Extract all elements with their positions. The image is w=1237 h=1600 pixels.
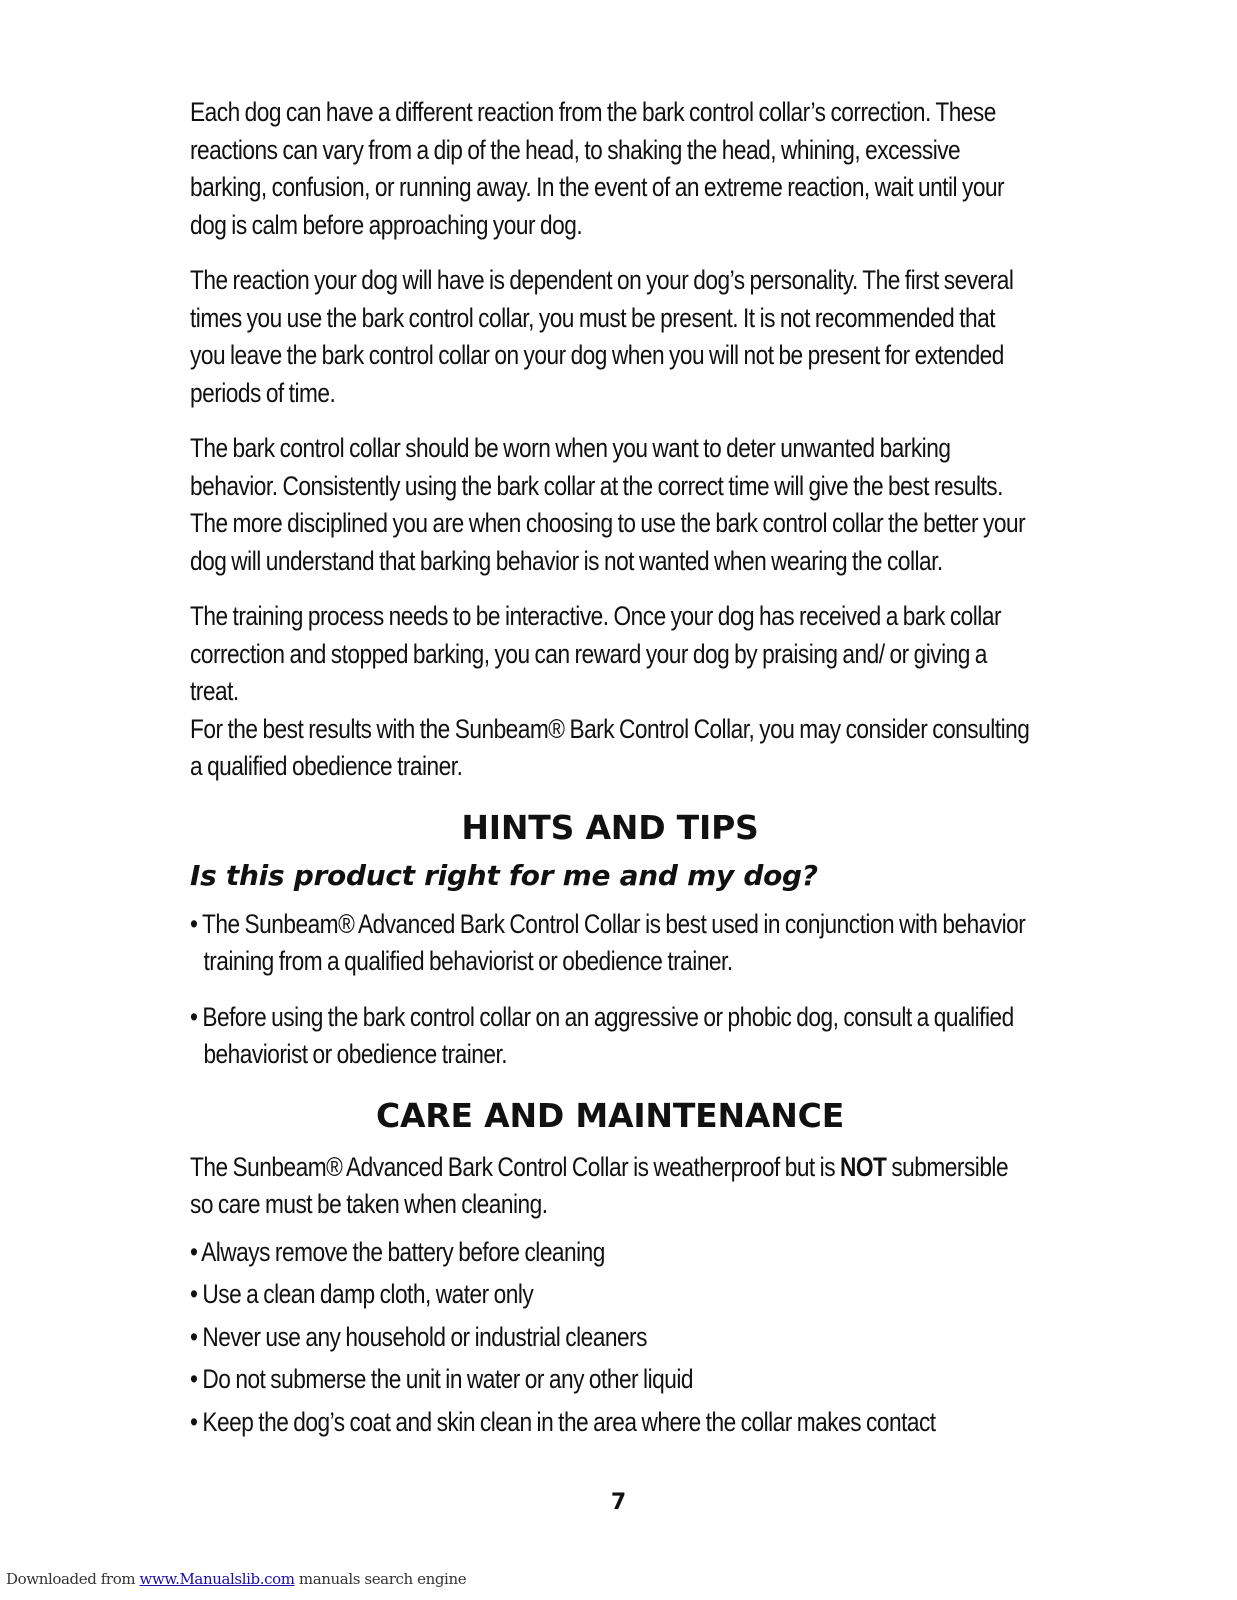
care-list-item: • Keep the dog’s coat and skin clean in the area where the collar makes contact <box>190 1406 936 1437</box>
paragraph-interactive-training: The training process needs to be interactive. Once your dog has received a bark collar correction and stopped barking, you can reward your dog by praising and/ or giving a treat. <box>190 601 1001 706</box>
paragraph-dog-personality: The reaction your dog will have is dependent on your dog’s personality. The first several times you use the bark control collar, you must be present. It is not recommended that you leave the bark control collar on your dog when you will not be present for extended periods of time. <box>190 265 1014 408</box>
paragraph-when-to-wear: The bark control collar should be worn when you want to deter unwanted barking behavior. Consistently using the bark collar at the correct time will give the best results. The more disciplined you are when choosing to use the bark control collar the better your dog will understand that barking behavior is not wanted when wearing the collar. <box>190 433 1026 576</box>
care-list-item: • Do not submerse the unit in water or any other liquid <box>190 1364 693 1394</box>
paragraph-obedience-trainer: For the best results with the Sunbeam® Bark Control Collar, you may consider consulting a qualified obedience trainer. <box>190 713 1030 781</box>
footer-suffix: manuals search engine <box>294 1570 467 1588</box>
care-heading: CARE AND MAINTENANCE <box>375 1095 845 1135</box>
care-list <box>190 1234 1030 1442</box>
care-intro-text: The Sunbeam® Advanced Bark Control Collar is weatherproof but is <box>190 1151 841 1182</box>
manualslib-link[interactable]: www.Manualslib.com <box>139 1570 295 1588</box>
hints-question: Is this product right for me and my dog? <box>190 858 818 892</box>
hints-heading: HINTS AND TIPS <box>461 807 759 847</box>
paragraph-dog-reactions: Each dog can have a different reaction from the bark control collar’s correction. These reactions can vary from a dip of the head, to shaking the head, whining, excessive barking, confusion, or running away. In the event of an extreme reaction, wait until your dog is calm before approaching your dog. <box>190 97 1005 240</box>
hints-list-item: • Before using the bark control collar on an aggressive or phobic dog, consult a qualified behaviorist or obedience trainer. <box>190 1001 1014 1069</box>
footer-prefix: Downloaded from <box>6 1570 140 1588</box>
download-footer <box>6 1570 466 1588</box>
page-number: 7 <box>610 1490 627 1515</box>
hints-list <box>190 906 1030 1074</box>
care-list-item: • Never use any household or industrial cleaners <box>190 1321 647 1352</box>
care-intro-text-rest: submersible so care must be taken when cleaning. <box>190 1151 1009 1219</box>
care-list-item: • Use a clean damp cloth, water only <box>190 1279 534 1309</box>
care-intro <box>190 1149 1030 1224</box>
hints-list-item: • The Sunbeam® Advanced Bark Control Collar is best used in conjunction with behavior training from a qualified behaviorist or obedience trainer. <box>190 908 1026 976</box>
page-content <box>190 94 1030 1446</box>
care-intro-not: NOT <box>840 1151 887 1182</box>
care-list-item: • Always remove the battery before cleaning <box>190 1236 605 1267</box>
